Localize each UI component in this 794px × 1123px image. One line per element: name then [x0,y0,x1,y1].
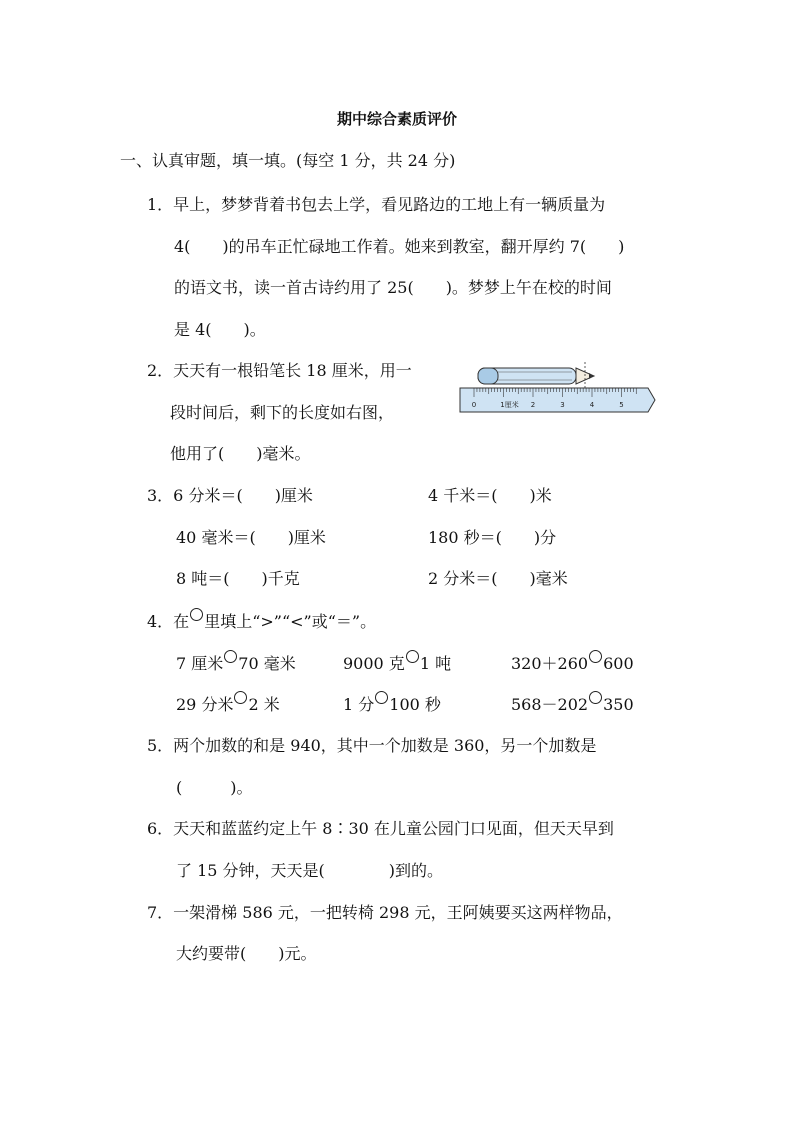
compare-item [176,691,280,715]
ruler-icon [460,388,655,412]
q4-instruction [147,608,376,632]
q1-line2: 4( )的吊车正忙碌地工作着。她来到教室，翻开厚约 7( ) [174,237,625,256]
compare-right: 1 吨 [419,654,452,673]
q3-item-b: 4 千米＝( )米 [428,486,552,505]
ruler-tick-label: 0 [471,401,477,409]
compare-circle-icon[interactable] [589,650,602,663]
compare-circle-icon[interactable] [375,691,388,704]
pencil-ruler-figure [458,358,658,416]
compare-left: 1 分 [343,695,375,714]
pencil-icon [478,368,594,384]
compare-item [511,650,634,674]
q6-line2: 了 15 分钟，天天是( )到的。 [176,861,444,880]
q1-line4: 是 4( )。 [174,320,266,339]
compare-circle-icon[interactable] [406,650,419,663]
ruler-tick-label: 5 [619,401,624,409]
compare-right: 350 [603,695,634,714]
q1-line3: 的语文书，读一首古诗约用了 25( )。梦梦上午在校的时间 [174,278,612,297]
compare-item [511,691,634,715]
q4-post: 里填上“>”“<”或“＝”。 [204,612,377,631]
q7-line2: 大约要带( )元。 [176,944,317,963]
q5-line1: 5．两个加数的和是 940，其中一个加数是 360，另一个加数是 [147,736,597,755]
q5-line2: ( )。 [176,778,253,797]
compare-circle-icon[interactable] [234,691,247,704]
q2-line1: 2．天天有一根铅笔长 18 厘米，用一 [147,361,412,380]
section-heading: 一、认真审题，填一填。(每空 1 分，共 24 分) [120,151,456,170]
compare-left: 320＋260 [511,654,589,673]
q6-line1: 6．天天和蓝蓝约定上午 8∶30 在儿童公园门口见面，但天天早到 [147,819,614,838]
ruler-tick-label: 1厘米 [500,401,519,409]
compare-right: 600 [603,654,634,673]
compare-item [343,650,451,674]
ruler-tick-label: 2 [530,401,536,409]
q1-line1: 1．早上，梦梦背着书包去上学，看见路边的工地上有一辆质量为 [147,195,606,214]
circle-icon [190,608,203,621]
compare-circle-icon[interactable] [589,691,602,704]
compare-left: 7 厘米 [176,654,224,673]
compare-right: 2 米 [248,695,280,714]
ruler-tick-label: 4 [589,401,595,409]
compare-right: 70 毫米 [238,654,296,673]
q4-pre: 4．在 [147,612,190,631]
q3-item-d: 180 秒＝( )分 [428,528,557,547]
page-title: 期中综合素质评价 [336,110,457,128]
q3-item-f: 2 分米＝( )毫米 [428,569,568,588]
q2-line2: 段时间后，剩下的长度如右图， [170,403,395,422]
ruler-tick-label: 3 [560,401,565,409]
q3-item-a: 3．6 分米＝( )厘米 [147,486,313,505]
q7-line1: 7．一架滑梯 586 元，一把转椅 298 元，王阿姨要买这两样物品， [147,903,623,922]
compare-left: 29 分米 [176,695,234,714]
compare-left: 568－202 [511,695,589,714]
compare-circle-icon[interactable] [224,650,237,663]
q3-item-e: 8 吨＝( )千克 [176,569,300,588]
q2-line3: 他用了( )毫米。 [170,444,311,463]
compare-item [176,650,296,674]
q3-item-c: 40 毫米＝( )厘米 [176,528,326,547]
compare-item [343,691,441,715]
compare-right: 100 秒 [389,695,441,714]
compare-left: 9000 克 [343,654,405,673]
